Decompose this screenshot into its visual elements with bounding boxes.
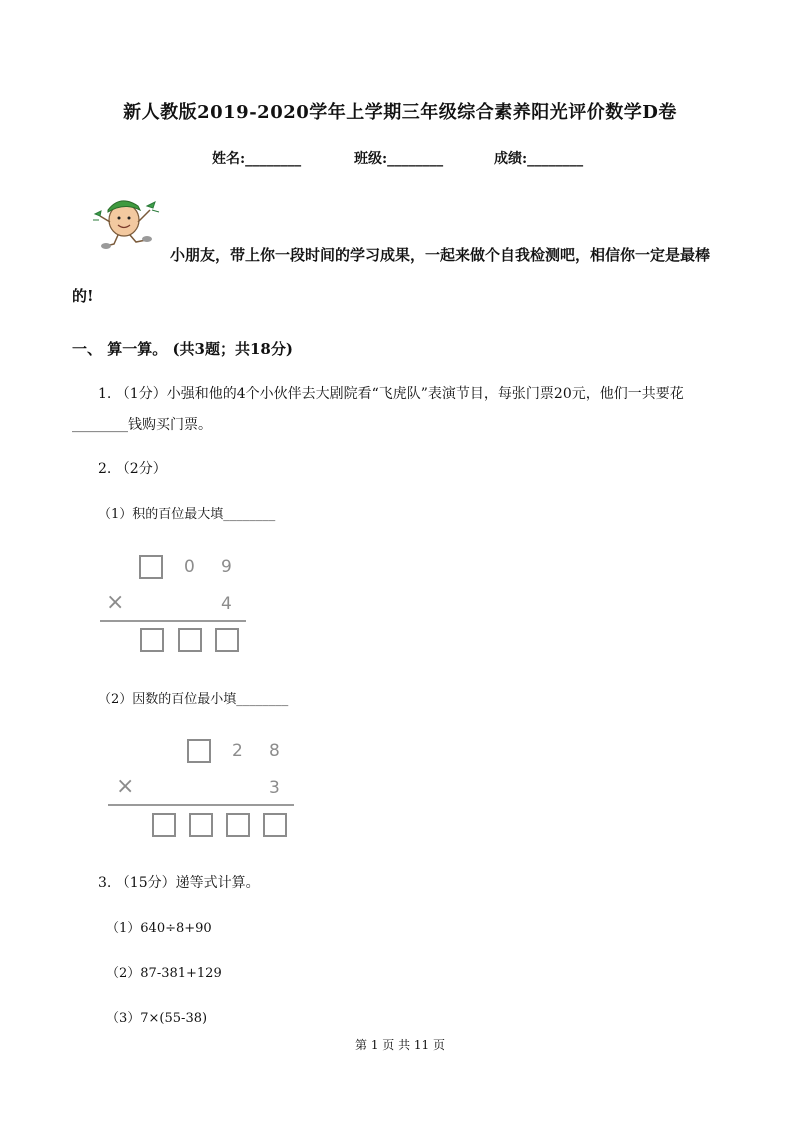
- figure-multiplier: 4: [221, 594, 232, 614]
- digit-box: [189, 813, 213, 837]
- digit-box: [263, 813, 287, 837]
- question-2-header: 2. （2分）: [98, 461, 167, 477]
- question-2-sub-1: （1）积的百位最大填________: [98, 507, 276, 522]
- score-field: 成绩:________: [494, 151, 584, 167]
- section-heading: 一、 算一算。 (共3题；共18分): [72, 340, 293, 358]
- question-3-item-2: （2）87-381+129: [106, 966, 222, 981]
- question-3-item-3: （3）7×(55-38): [106, 1011, 208, 1026]
- question-3-item-1: （1）640÷8+90: [106, 921, 212, 936]
- figure-multiplier: 3: [269, 778, 280, 798]
- times-sign: ×: [116, 774, 135, 799]
- digit-box: [226, 813, 250, 837]
- figure-digit: 2: [232, 741, 243, 761]
- digit-box: [187, 739, 211, 763]
- page-title: 新人教版2019-2020学年上学期三年级综合素养阳光评价数学D卷: [123, 102, 677, 123]
- question-3-header: 3. （15分）递等式计算。: [98, 875, 260, 891]
- question-2-sub-2: （2）因数的百位最小填________: [98, 692, 289, 707]
- digit-box: [178, 628, 202, 652]
- question-1-line-2: ________钱购买门票。: [72, 417, 212, 433]
- digit-box: [215, 628, 239, 652]
- class-field: 班级:________: [354, 151, 444, 167]
- times-sign: ×: [106, 590, 125, 615]
- page-footer: 第 1 页 共 11 页: [355, 1038, 445, 1052]
- intro-line-2: 的!: [72, 287, 94, 305]
- figure-rule: [108, 804, 294, 806]
- figure-digit: 9: [221, 557, 232, 577]
- name-field: 姓名:________: [212, 151, 302, 167]
- question-1-line-1: 1. （1分）小强和他的4个小伙伴去大剧院看“飞虎队”表演节目，每张门票20元，他们一共要花: [98, 386, 684, 402]
- digit-box: [139, 555, 163, 579]
- figure-digit: 8: [269, 741, 280, 761]
- digit-box: [152, 813, 176, 837]
- digit-box: [140, 628, 164, 652]
- figure-digit: 0: [184, 557, 195, 577]
- figure-rule: [100, 620, 246, 622]
- intro-line-1: 小朋友，带上你一段时间的学习成果，一起来做个自我检测吧，相信你一定是最棒: [170, 246, 711, 264]
- mascot-illustration: [92, 192, 166, 250]
